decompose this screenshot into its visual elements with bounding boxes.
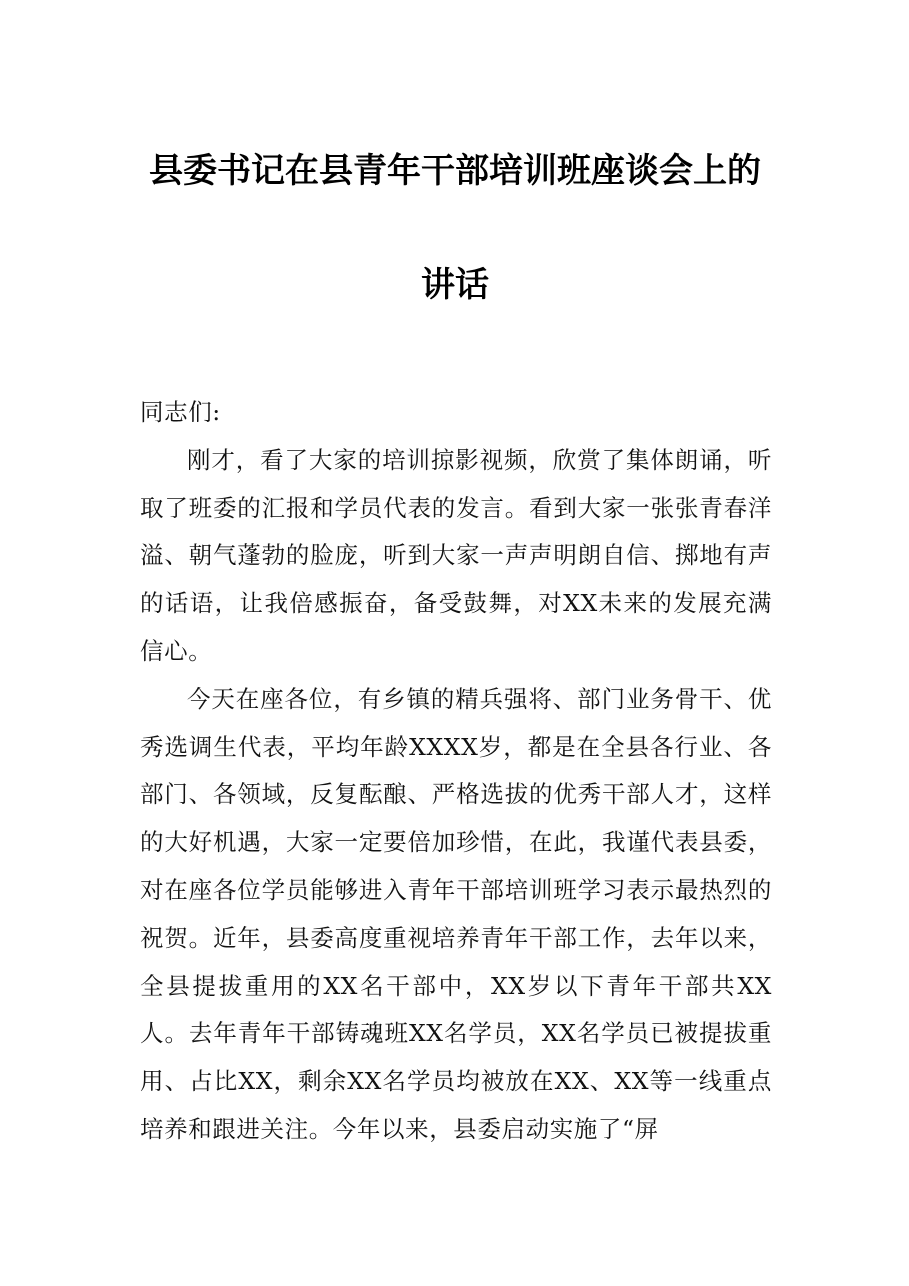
document-title-line-1: 县委书记在县青年干部培训班座谈会上的	[149, 151, 761, 191]
document-title-line-2: 讲话	[421, 265, 489, 305]
document-body	[140, 389, 772, 1154]
paragraph-2: 今天在座各位，有乡镇的精兵强将、部门业务骨干、优秀选调生代表，平均年龄XXXX岁，都是在全县各行业、各部门、各领域，反复酝酿、严格选拔的优秀干部人才，这样的大好机遇，大家一定要倍加珍惜，在此，我谨代表县委，对在座各位学员能够进入青年干部培训班学习表示最热烈的祝贺。近年，县委高度重视培养青年干部工作，去年以来，全县提拔重用的XX名干部中，XX岁以下青年干部共XX人。去年青年干部铸魂班XX名学员，XX名学员已被提拔重用、占比XX，剩余XX名学员均被放在XX、XX等一线重点培养和跟进关注。今年以来，县委启动实施了“屏	[140, 684, 772, 1143]
salutation: 同志们:	[140, 398, 221, 426]
paragraph-1: 刚才，看了大家的培训掠影视频，欣赏了集体朗诵，听取了班委的汇报和学员代表的发言。看到大家一张张青春洋溢、朝气蓬勃的脸庞，听到大家一声声明朗自信、掷地有声的话语，让我倍感振奋，备受鼓舞，对XX未来的发展充满信心。	[140, 445, 772, 665]
